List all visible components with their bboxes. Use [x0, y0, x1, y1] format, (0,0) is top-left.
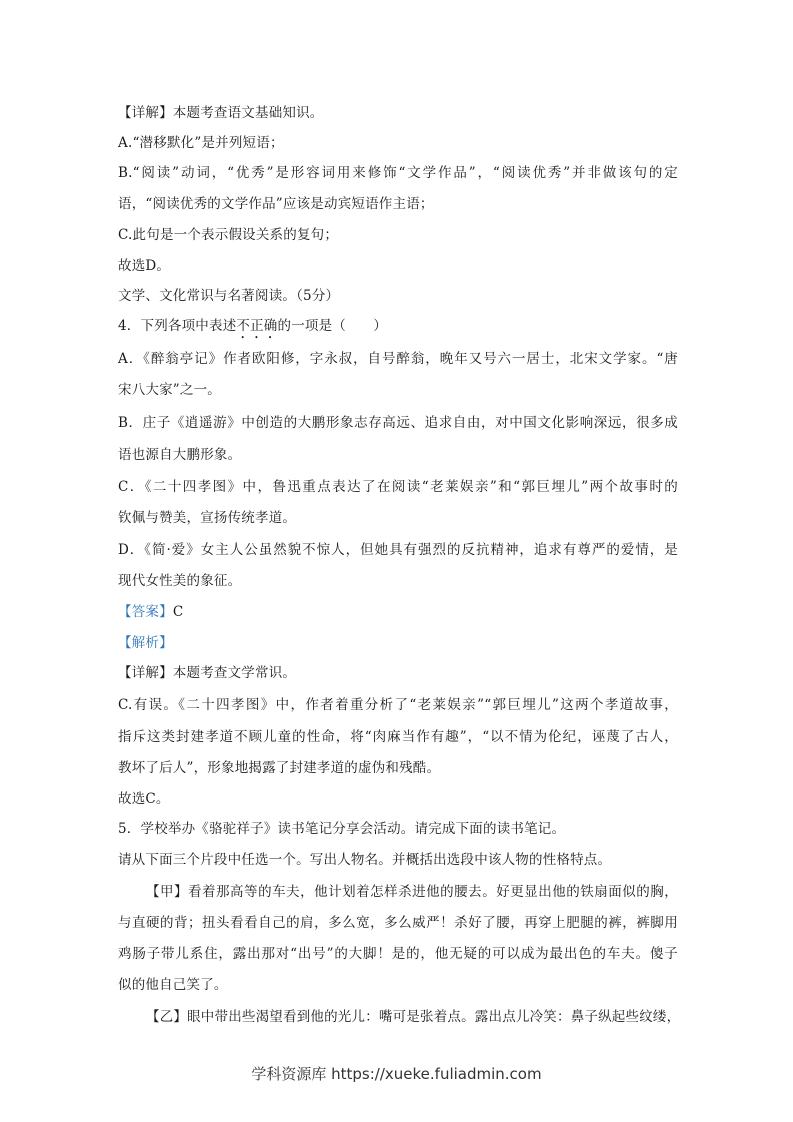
section-heading: 文学、文化常识与名著阅读。（5分） [118, 288, 340, 304]
footer-watermark: 学科资源库 https://xueke.fuliadmin.com [251, 1065, 542, 1083]
option-d-cont: 现代女性美的象征。 [118, 573, 242, 589]
answer-line [118, 603, 678, 621]
answer-label: 【答案】 [118, 604, 173, 620]
option-a-cont: 宋八大家”之一。 [118, 382, 222, 398]
option-b: B．庄子《逍遥游》中创造的大鹏形象志存高远、追求自由，对中国文化影响深远，很多成 [118, 415, 678, 431]
option-c-cont: 钦佩与赞美，宣扬传统孝道。 [118, 510, 297, 526]
text-line: 教坏了后人”，形象地揭露了封建孝道的虚伪和残酷。 [118, 760, 441, 776]
text-line: 请从下面三个片段中任选一个。写出人物名。并概括出选段中该人物的性格特点。 [118, 852, 612, 868]
passage-yi: 【乙】眼中带出些渴望看到他的光儿：嘴可是张着点。露出点儿冷笑：鼻子纵起些纹缕， [146, 1009, 681, 1025]
text-line: C.有误。《二十四孝图》中，作者着重分析了“老莱娱亲”“郭巨埋儿”这两个孝道故事， [118, 697, 678, 713]
text-line: 故选D。 [118, 258, 171, 274]
text-line: C.此句是一个表示假设关系的复句； [118, 227, 339, 243]
passage-jia: 【甲】看着那高等的车夫，他计划着怎样杀进他的腰去。好更显出他的铁扇面似的胸， [146, 884, 678, 900]
question-4-stem [118, 317, 678, 342]
option-c: C．《二十四孝图》中，鲁迅重点表达了在阅读“老莱娱亲”和“郭巨埋儿”两个故事时的 [118, 479, 678, 495]
emphasized-text: 不正确 [236, 318, 278, 334]
answer-value: C [172, 604, 184, 620]
text-line: 【详解】本题考查语文基础知识。 [118, 105, 324, 121]
question-text: 4．下列各项中表述 [118, 318, 237, 334]
passage-line: 似的他自己笑了。 [118, 977, 228, 993]
question-text: 的一项是（ ） [277, 318, 388, 334]
option-b-cont: 语也源自大鹏形象。 [118, 447, 242, 463]
option-a: A．《醉翁亭记》作者欧阳修，字永叔，自号醉翁，晚年又号六一居士，北宋文学家。“唐 [118, 351, 678, 367]
text-line: B.“阅读”动词，“优秀”是形容词用来修饰“文学作品”，“阅读优秀”并非做该句的定 [118, 165, 678, 181]
question-5-stem: 5．学校举办《骆驼祥子》读书笔记分享会活动。请完成下面的读书笔记。 [118, 821, 566, 837]
passage-line: 鸡肠子带儿系住，露出那对“出号”的大脚！是的，他无疑的可以成为最出色的车夫。傻子 [118, 946, 678, 962]
text-line: A.“潜移默化”是并列短语； [118, 135, 284, 151]
text-line: 故选C。 [118, 791, 170, 807]
passage-line: 与直硬的背；扭头看看自己的肩，多么宽，多么威严！杀好了腰，再穿上肥腿的裤，裤脚用 [118, 915, 678, 931]
text-line: 【详解】本题考查文学常识。 [118, 665, 297, 681]
analysis-label: 【解析】 [118, 635, 173, 651]
text-line: 指斥这类封建孝道不顾儿童的性命，将“肉麻当作有趣”，“以不情为伦纪，诬蔑了古人， [118, 729, 678, 745]
option-d: D．《简·爱》女主人公虽然貌不惊人，但她具有强烈的反抗精神，追求有尊严的爱情，是 [118, 542, 678, 558]
text-line: 语，“阅读优秀的文学作品”应该是动宾短语作主语； [118, 196, 434, 212]
